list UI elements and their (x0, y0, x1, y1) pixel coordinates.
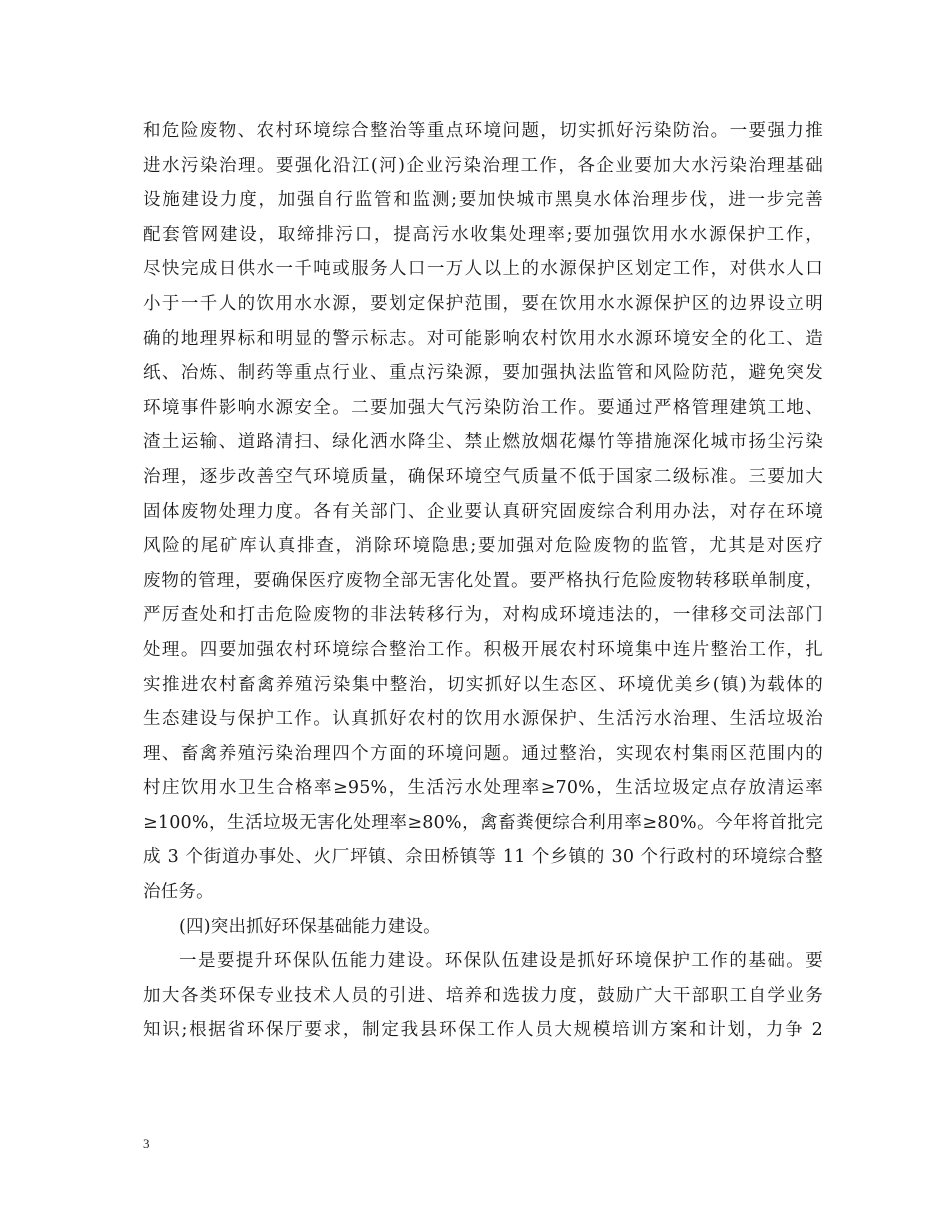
text-line: 加大各类环保专业技术人员的引进、培养和选拔力度，鼓励广大干部职工自学业务 (143, 985, 823, 1006)
text-line: 固体废物处理力度。各有关部门、企业要认真研究固废综合利用办法，对存在环境 (143, 501, 823, 522)
text-line: 严厉查处和打击危险废物的非法转移行为，对构成环境违法的，一律移交司法部门 (143, 605, 823, 626)
text-line: 风险的尾矿库认真排查，消除环境隐患;要加强对危险废物的监管，尤其是对医疗 (143, 536, 823, 557)
text-line: 治理，逐步改善空气环境质量，确保环境空气质量不低于国家二级标准。三要加大 (143, 466, 823, 487)
text-line: 配套管网建设，取缔排污口，提高污水收集处理率;要加强饮用水水源保护工作， (143, 224, 823, 245)
text-line: 小于一千人的饮用水水源，要划定保护范围，要在饮用水水源保护区的边界设立明 (143, 293, 823, 314)
text-line: 渣土运输、道路清扫、绿化洒水降尘、禁止燃放烟花爆竹等措施深化城市扬尘污染 (143, 432, 823, 453)
text-line: 和危险废物、农村环境综合整治等重点环境问题，切实抓好污染防治。一要强力推 (143, 121, 823, 141)
text-line: 成 3 个街道办事处、火厂坪镇、佘田桥镇等 11 个乡镇的 30 个行政村的环境综合整 (143, 847, 823, 868)
body-text (143, 114, 823, 1048)
text-line: 处理。四要加强农村环境综合整治工作。积极开展农村环境集中连片整治工作，扎 (143, 639, 823, 660)
page-number: 3 (143, 1136, 150, 1151)
text-line: ≥100%，生活垃圾无害化处理率≥80%，禽畜粪便综合利用率≥80%。今年将首批完 (143, 812, 823, 833)
text-line: 一是要提升环保队伍能力建设。环保队伍建设是抓好环境保护工作的基础。要 (179, 951, 823, 972)
text-line: 设施建设力度，加强自行监管和监测;要加快城市黑臭水体治理步伐，进一步完善 (143, 190, 823, 211)
text-line: 进水污染治理。要强化沿江(河)企业污染治理工作，各企业要加大水污染治理基础 (143, 155, 823, 176)
text-line: 村庄饮用水卫生合格率≥95%，生活污水处理率≥70%，生活垃圾定点存放清运率 (143, 778, 823, 799)
text-line: 尽快完成日供水一千吨或服务人口一万人以上的水源保护区划定工作，对供水人口 (143, 259, 823, 280)
text-line: 纸、冶炼、制药等重点行业、重点污染源，要加强执法监管和风险防范，避免突发 (143, 363, 823, 384)
text-line: 知识;根据省环保厅要求，制定我县环保工作人员大规模培训方案和计划，力争 2 (143, 1020, 823, 1041)
text-line: 环境事件影响水源安全。二要加强大气污染防治工作。要通过严格管理建筑工地、 (143, 397, 823, 418)
text-line: 废物的管理，要确保医疗废物全部无害化处置。要严格执行危险废物转移联单制度， (143, 570, 823, 591)
text-line: 理、畜禽养殖污染治理四个方面的环境问题。通过整治，实现农村集雨区范围内的 (143, 743, 823, 764)
text-line: 生态建设与保护工作。认真抓好农村的饮用水源保护、生活污水治理、生活垃圾治 (143, 709, 823, 730)
text-line: 治任务。 (143, 882, 214, 903)
text-line: 实推进农村畜禽养殖污染集中整治，切实抓好以生态区、环境优美乡(镇)为载体的 (143, 674, 823, 695)
section-heading: (四)突出抓好环保基础能力建设。 (179, 916, 441, 937)
text-line: 确的地理界标和明显的警示标志。对可能影响农村饮用水水源环境安全的化工、造 (143, 328, 823, 349)
